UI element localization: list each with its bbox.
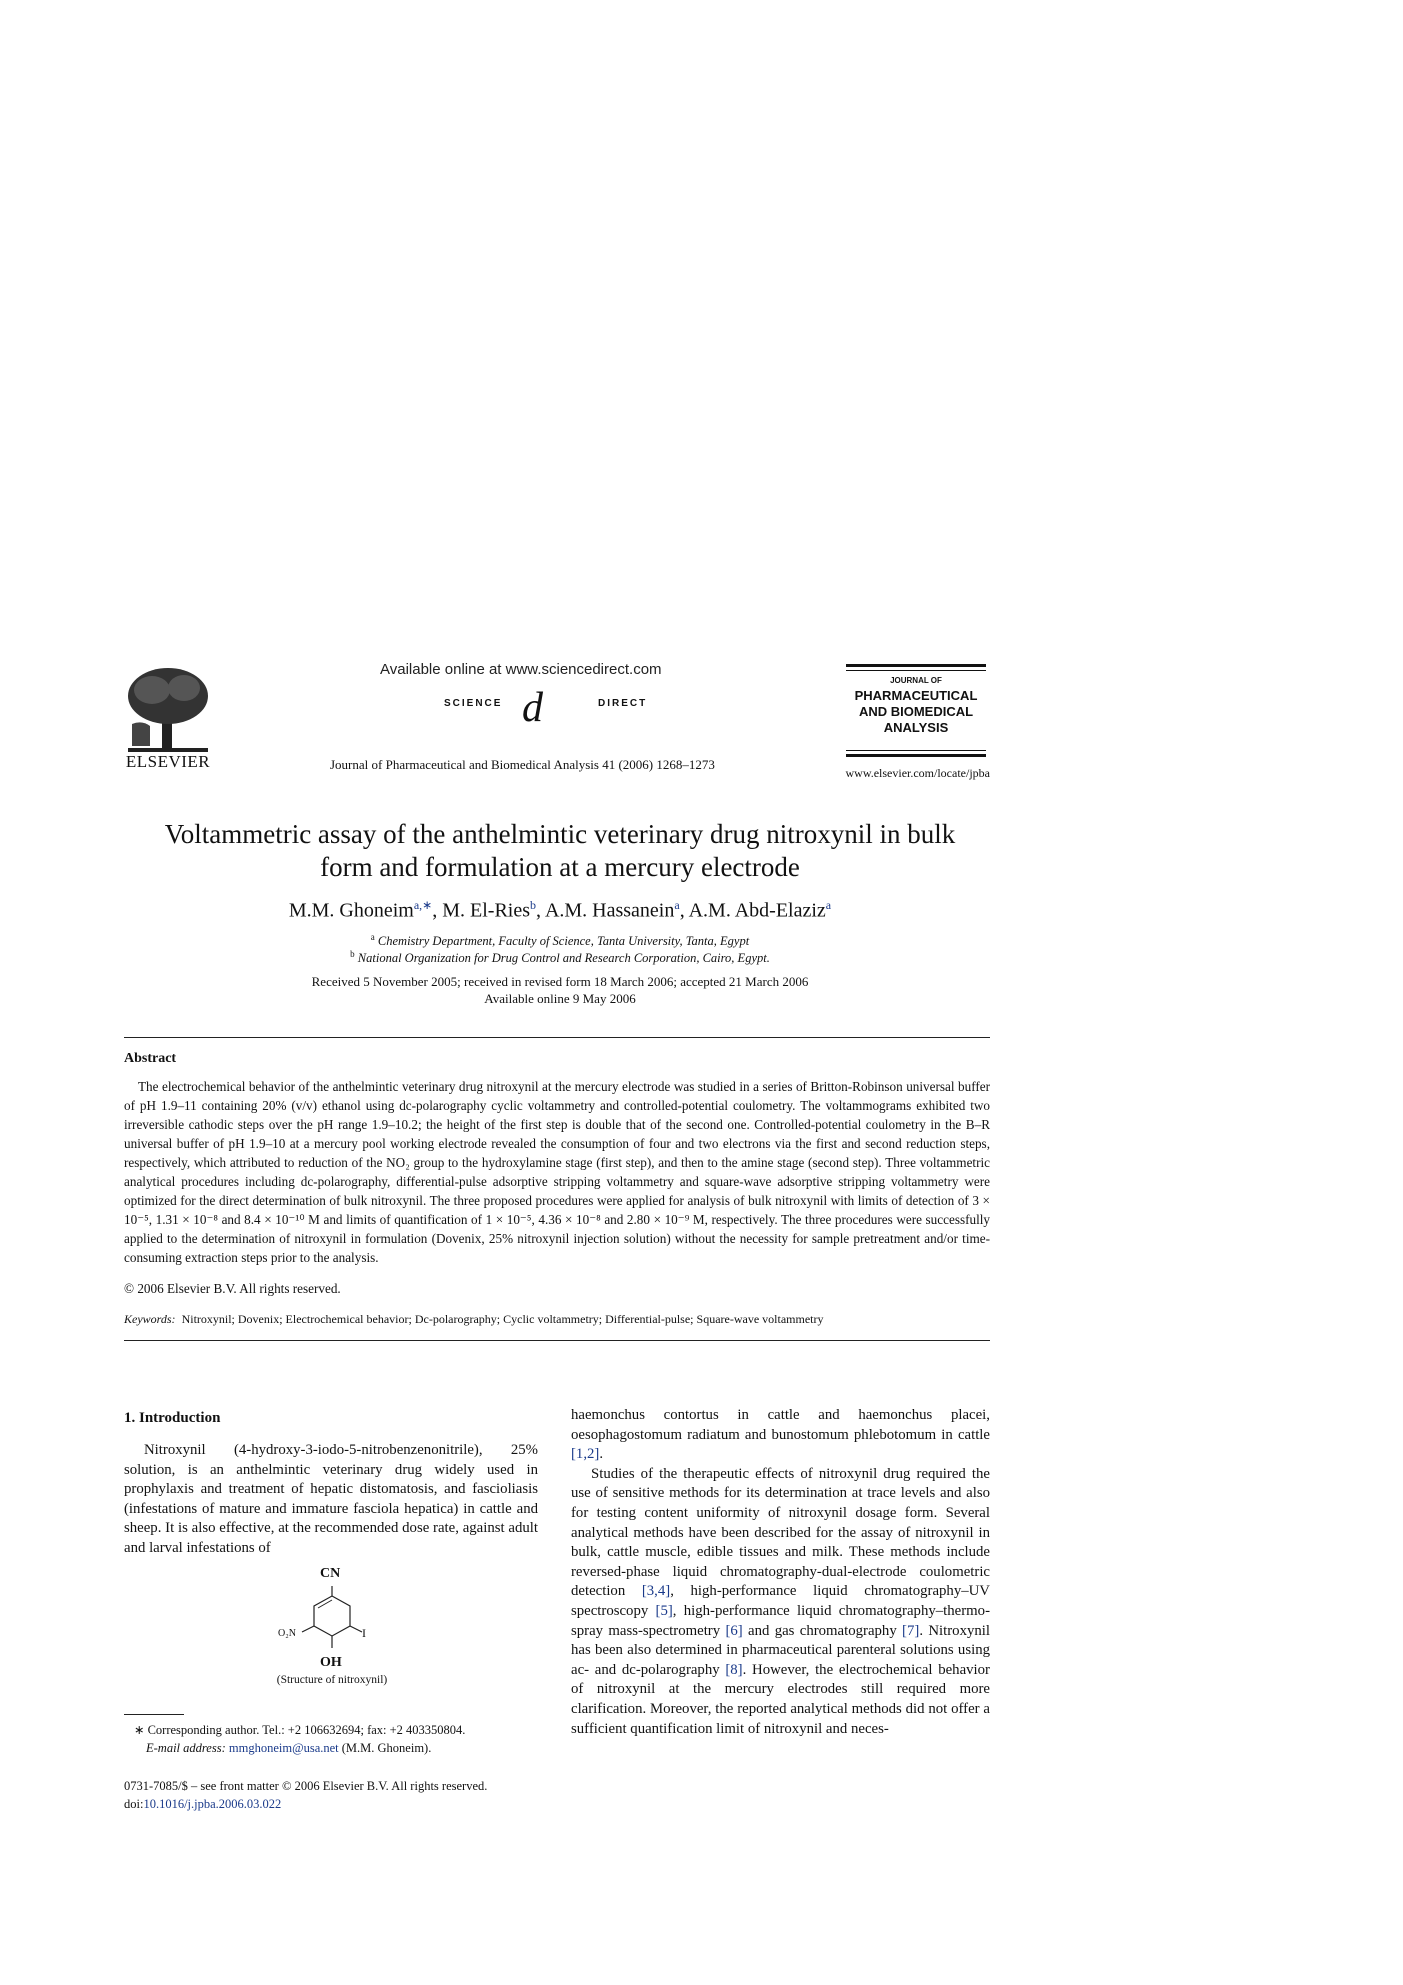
citation-link[interactable]: [3,4] <box>641 1583 671 1600</box>
affiliation-b: $^b$ National Organization for Drug Control and Research Corporation, Cairo, Egypt. <box>350 949 770 966</box>
journal-box-line4: ANALYSIS <box>883 720 949 735</box>
title-line-1: Voltammetric assay of the anthelmintic veterinary drug nitroxynil in bulk <box>164 819 956 849</box>
journal-box-line1: JOURNAL OF <box>890 676 942 685</box>
journal-rule-top-thin <box>846 670 986 671</box>
title-line-2: form and formulation at a mercury electrode <box>320 852 800 882</box>
abstract-paragraph: The electrochemical behavior of the anthelmintic veterinary drug nitroxynil at the mercury electrode was studied in a series of Britton-Robinson universal buffer of pH 1.9–11 containing 20% (v/v) ethanol using dc-polarography cyclic voltammetry and controlled-potential coulometry. The voltammograms exhibited two irreversible cathodic steps over the pH range 1.9–10.2; the height of the first step is double that of the second one. Controlled-potential coulometry in the B–R universal buffer of pH 1.9–10 at a mercury pool working electrode revealed the consumption of four and two electrons via the first and second reduction steps, respectively, which attributed to reduction of the NO₂ group to the hydroxylamine stage (first step), and then to the amine stage (second step). Three voltammetric analytical procedures including dc-polarography, differential-pulse adsorptive stripping voltammetry and square-wave adsorptive stripping voltammetry were optimized for the direct determination of bulk nitroxynil. The three proposed procedures were applied for analysis of bulk nitroxynil with limits of detection of 3 × 10⁻⁵, 1.31 × 10⁻⁸ and 8.4 × 10⁻¹⁰ M and limits of quantification of 1 × 10⁻⁵, 4.36 × 10⁻⁸ and 2.80 × 10⁻⁹ M, respectively. The three procedures were successfully applied to the determination of nitroxynil in formulation (Dovenix, 25% nitroxynil injection solution) without the necessity for sample pretreatment and/or time-consuming extraction steps prior to the analysis. <box>124 1079 990 1265</box>
journal-title-box <box>846 664 986 744</box>
intro-right-column <box>571 1406 990 1739</box>
doi-line: doi:10.1016/j.jpba.2006.03.022 <box>124 1797 282 1811</box>
author-mark[interactable]: a <box>674 898 680 912</box>
citation-link[interactable]: [1,2] <box>571 1446 600 1463</box>
doi-link[interactable]: 10.1016/j.jpba.2006.03.022 <box>143 1797 282 1811</box>
author-name: A.M. Hassanein <box>544 899 675 922</box>
sd-right-word: DIRECT <box>598 698 648 709</box>
available-date: Available online 9 May 2006 <box>484 991 636 1006</box>
intro-left-column <box>124 1441 538 1559</box>
intro-paragraph-2: haemonchus contortus in cattle and haemonchus placei, oesophagostomum radiatum and bunostomum phlebotomum in cattle [1,2]. <box>571 1407 990 1463</box>
abstract-body <box>124 1077 990 1267</box>
author-name: A.M. Abd-Elaziz <box>688 899 826 922</box>
issn-line: 0731-7085/$ – see front matter © 2006 Elsevier B.V. All rights reserved. <box>124 1779 488 1793</box>
keywords-label: Keywords: <box>124 1312 176 1326</box>
intro-paragraph-1: Nitroxynil (4-hydroxy-3-iodo-5-nitrobenzenonitrile), 25% solution, is an anthelmintic veterinary drug widely used in prophylaxis and treatment of hepatic distomatosis, and fascioliasis (infestations of mature and immature fasciola hepatica) in cattle and sheep. It is also effective, at the recommended dose rate, against adult and larval infestations of <box>124 1442 538 1556</box>
elsevier-tree-logo <box>122 664 214 764</box>
structure-o2n-label: O₂N <box>278 1628 296 1639</box>
affiliation-a: $^a$ Chemistry Department, Faculty of Science, Tanta University, Tanta, Egypt <box>370 932 750 949</box>
abstract-heading: Abstract <box>124 1051 177 1066</box>
journal-rule-top <box>846 664 986 667</box>
citation-link[interactable]: [5] <box>655 1602 673 1619</box>
email-link[interactable]: mmghoneim@usa.net <box>228 1741 339 1755</box>
journal-url[interactable]: www.elsevier.com/locate/jpba <box>845 766 990 780</box>
structure-oh-label: OH <box>320 1655 342 1670</box>
journal-box-line3: AND BIOMEDICAL <box>858 704 974 719</box>
keywords <box>124 1312 990 1327</box>
sd-at-glyph: d <box>522 685 543 731</box>
journal-rule-bottom <box>846 754 986 757</box>
publisher-name: ELSEVIER <box>125 752 211 771</box>
structure-cn-label: CN <box>320 1566 341 1581</box>
journal-box-line2: PHARMACEUTICAL <box>854 688 978 703</box>
sd-left-word: SCIENCE <box>444 698 503 709</box>
author-name: M.M. Ghoneim <box>288 899 414 922</box>
footnote-corresponding: ∗ Corresponding author. Tel.: +2 106632694; fax: +2 403350804. <box>134 1723 466 1737</box>
author-list: M.M. Ghoneim$^{a,∗}$, M. El-Ries$^b$, A.M. Hassanein$^a$, A.M. Abd-Elaziz$^a$ <box>288 898 832 922</box>
sciencedirect-logo <box>430 685 690 731</box>
abstract-copyright: © 2006 Elsevier B.V. All rights reserved. <box>124 1281 341 1296</box>
journal-rule-bottom-thin <box>846 750 986 751</box>
footnote-rule <box>124 1714 184 1715</box>
article-title <box>120 818 1000 884</box>
section-heading-introduction: 1. Introduction <box>124 1410 221 1426</box>
author-mark[interactable]: a <box>825 898 832 912</box>
available-online-text[interactable]: Available online at www.sciencedirect.com <box>380 661 662 678</box>
author-mark[interactable]: a,∗ <box>413 898 433 912</box>
citation-link[interactable]: [6] <box>725 1622 743 1639</box>
journal-citation: Journal of Pharmaceutical and Biomedical Analysis 41 (2006) 1268–1273 <box>330 757 715 772</box>
keywords-list: Nitroxynil; Dovenix; Electrochemical behavior; Dc-polarography; Cyclic voltammetry; Differential-pulse; Square-wave voltammetry <box>181 1312 824 1326</box>
structure-iodo-label: I <box>362 1626 366 1640</box>
footnote-email: E-mail address: mmghoneim@usa.net (M.M. Ghoneim). <box>146 1741 432 1755</box>
author-name: M. El-Ries <box>442 899 531 922</box>
author-mark[interactable]: b <box>530 898 537 912</box>
abstract-rule-top <box>124 1037 990 1038</box>
received-dates: Received 5 November 2005; received in revised form 18 March 2006; accepted 21 March 2006 <box>311 974 809 989</box>
citation-link[interactable]: [8] <box>725 1661 743 1678</box>
intro-paragraph-3: Studies of the therapeutic effects of nitroxynil drug required the use of sensitive methods for its determination at trace levels and also for testing content uniformity of nitroxynil dosage form. Several analytical methods have been described for the assay of nitroxynil in bulk, cattle muscle, edible tissues and milk. These methods include reversed-phase liquid chromatography-dual-electrode coulometric detection [3,4], high-performance liquid chromatography–UV spectroscopy [5], high-performance liquid chromatography–thermo-spray mass-spectrometry [6] and gas chromatography [7]. Nitroxynil has been also determined in pharmaceutical parenteral solutions using ac- and dc-polarography [8]. However, the electrochemical behavior of nitroxynil at the mercury electrodes still required more clarification. Moreover, the reported analytical methods did not offer a sufficient quantification limit of nitroxynil and neces- <box>571 1465 990 1737</box>
structure-caption: (Structure of nitroxynil) <box>276 1674 388 1686</box>
abstract-rule-bottom <box>124 1340 990 1341</box>
citation-link[interactable]: [7] <box>902 1622 920 1639</box>
